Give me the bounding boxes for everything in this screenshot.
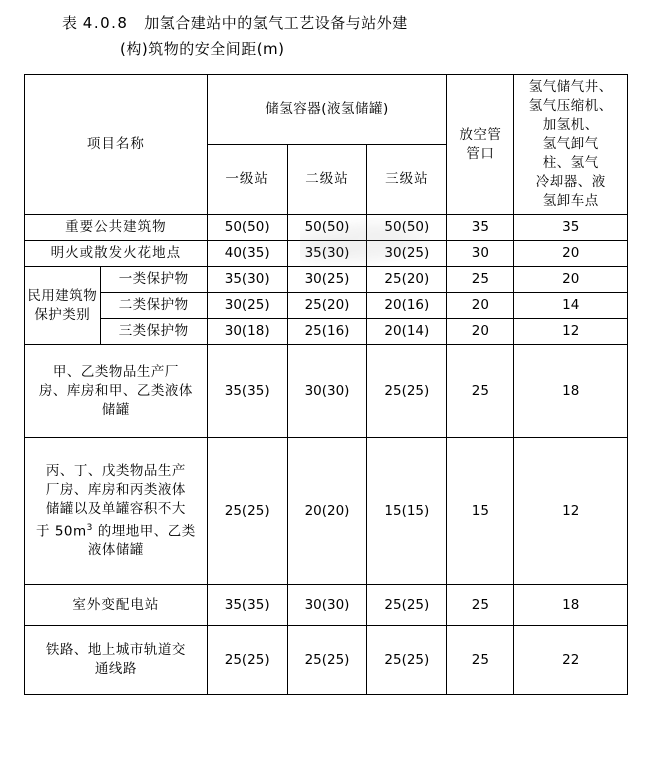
table-row	[25, 267, 628, 293]
cell-value: 30(30)	[287, 585, 367, 626]
cell-value: 50(50)	[207, 215, 287, 241]
cell-value: 18	[514, 345, 628, 438]
cell-value: 50(50)	[367, 215, 447, 241]
row-label-class-ab-production: 甲、乙类物品生产厂 房、库房和甲、乙类液体 储罐	[25, 345, 208, 438]
cell-value: 25	[447, 585, 514, 626]
cell-value: 25	[447, 345, 514, 438]
table-header-row-1	[25, 75, 628, 145]
cell-value: 25(25)	[207, 438, 287, 585]
header-vent-pipe: 放空管 管口	[447, 75, 514, 215]
cell-value: 25(20)	[367, 267, 447, 293]
table-row	[25, 345, 628, 438]
cell-value: 20	[447, 293, 514, 319]
cell-value: 14	[514, 293, 628, 319]
cell-value: 30(25)	[207, 293, 287, 319]
cell-value: 25	[447, 626, 514, 695]
cell-value: 30(18)	[207, 319, 287, 345]
cell-value: 25(25)	[367, 626, 447, 695]
cell-value: 35(35)	[207, 345, 287, 438]
row-label-railway-transit: 铁路、地上城市轨道交 通线路	[25, 626, 208, 695]
cell-value: 20(16)	[367, 293, 447, 319]
cell-value: 35(35)	[207, 585, 287, 626]
title-line-1	[40, 10, 612, 36]
cell-value: 30(25)	[287, 267, 367, 293]
header-hydrogen-vessel: 储氢容器(液氢储罐)	[207, 75, 447, 145]
header-item-name: 项目名称	[25, 75, 208, 215]
cell-value: 20	[514, 267, 628, 293]
cell-value: 35	[514, 215, 628, 241]
title-line-2: (构)筑物的安全间距(m)	[120, 40, 285, 58]
title-number: 4.0.8	[82, 14, 129, 32]
header-misc-equipment: 氢气储气井、 氢气压缩机、 加氢机、 氢气卸气 柱、氢气 冷却器、液 氢卸车点	[514, 75, 628, 215]
table-row	[25, 241, 628, 267]
cell-value: 12	[514, 319, 628, 345]
row-label-class-cde-production: 丙、丁、戊类物品生产 厂房、库房和丙类液体 储罐以及单罐容积不大 于 $50m^3$ 的埋地甲、乙类 液体储罐	[25, 438, 208, 585]
cell-value: 15	[447, 438, 514, 585]
header-level-1: 一级站	[207, 145, 287, 215]
cell-value: 20	[514, 241, 628, 267]
cell-value: 25(25)	[367, 585, 447, 626]
cell-value: 25(25)	[207, 626, 287, 695]
safety-distance-table	[24, 74, 628, 695]
row-label-open-fire: 明火或散发火花地点	[25, 241, 208, 267]
cell-value: 20(14)	[367, 319, 447, 345]
row-category-civil-building: 民用建筑物 保护类别	[25, 267, 101, 345]
cell-value: 25(16)	[287, 319, 367, 345]
table-row	[25, 215, 628, 241]
row-label-protection-class-2: 二类保护物	[100, 293, 207, 319]
cell-value: 25	[447, 267, 514, 293]
title-text-1: 加氢合建站中的氢气工艺设备与站外建	[144, 14, 408, 32]
row-label-important-public: 重要公共建筑物	[25, 215, 208, 241]
cell-value: 12	[514, 438, 628, 585]
table-row	[25, 293, 628, 319]
cell-value: 40(35)	[207, 241, 287, 267]
cell-value: 18	[514, 585, 628, 626]
table-row	[25, 438, 628, 585]
row-label-outdoor-substation: 室外变配电站	[25, 585, 208, 626]
cell-value: 35	[447, 215, 514, 241]
cell-value: 30(25)	[367, 241, 447, 267]
table-row	[25, 319, 628, 345]
cell-value: 25(25)	[287, 626, 367, 695]
cell-value: 25(25)	[367, 345, 447, 438]
header-level-3: 三级站	[367, 145, 447, 215]
table-row	[25, 585, 628, 626]
cell-value: 35(30)	[207, 267, 287, 293]
table-title	[0, 0, 652, 68]
cell-value: 25(20)	[287, 293, 367, 319]
row-label-protection-class-3: 三类保护物	[100, 319, 207, 345]
cell-value: 35(30)	[287, 241, 367, 267]
cell-value: 15(15)	[367, 438, 447, 585]
cell-value: 20(20)	[287, 438, 367, 585]
cell-value: 22	[514, 626, 628, 695]
cell-value: 30(30)	[287, 345, 367, 438]
cell-value: 50(50)	[287, 215, 367, 241]
cell-value: 30	[447, 241, 514, 267]
title-label: 表	[62, 14, 78, 32]
row-label-protection-class-1: 一类保护物	[100, 267, 207, 293]
cell-value: 20	[447, 319, 514, 345]
header-level-2: 二级站	[287, 145, 367, 215]
table-row	[25, 626, 628, 695]
